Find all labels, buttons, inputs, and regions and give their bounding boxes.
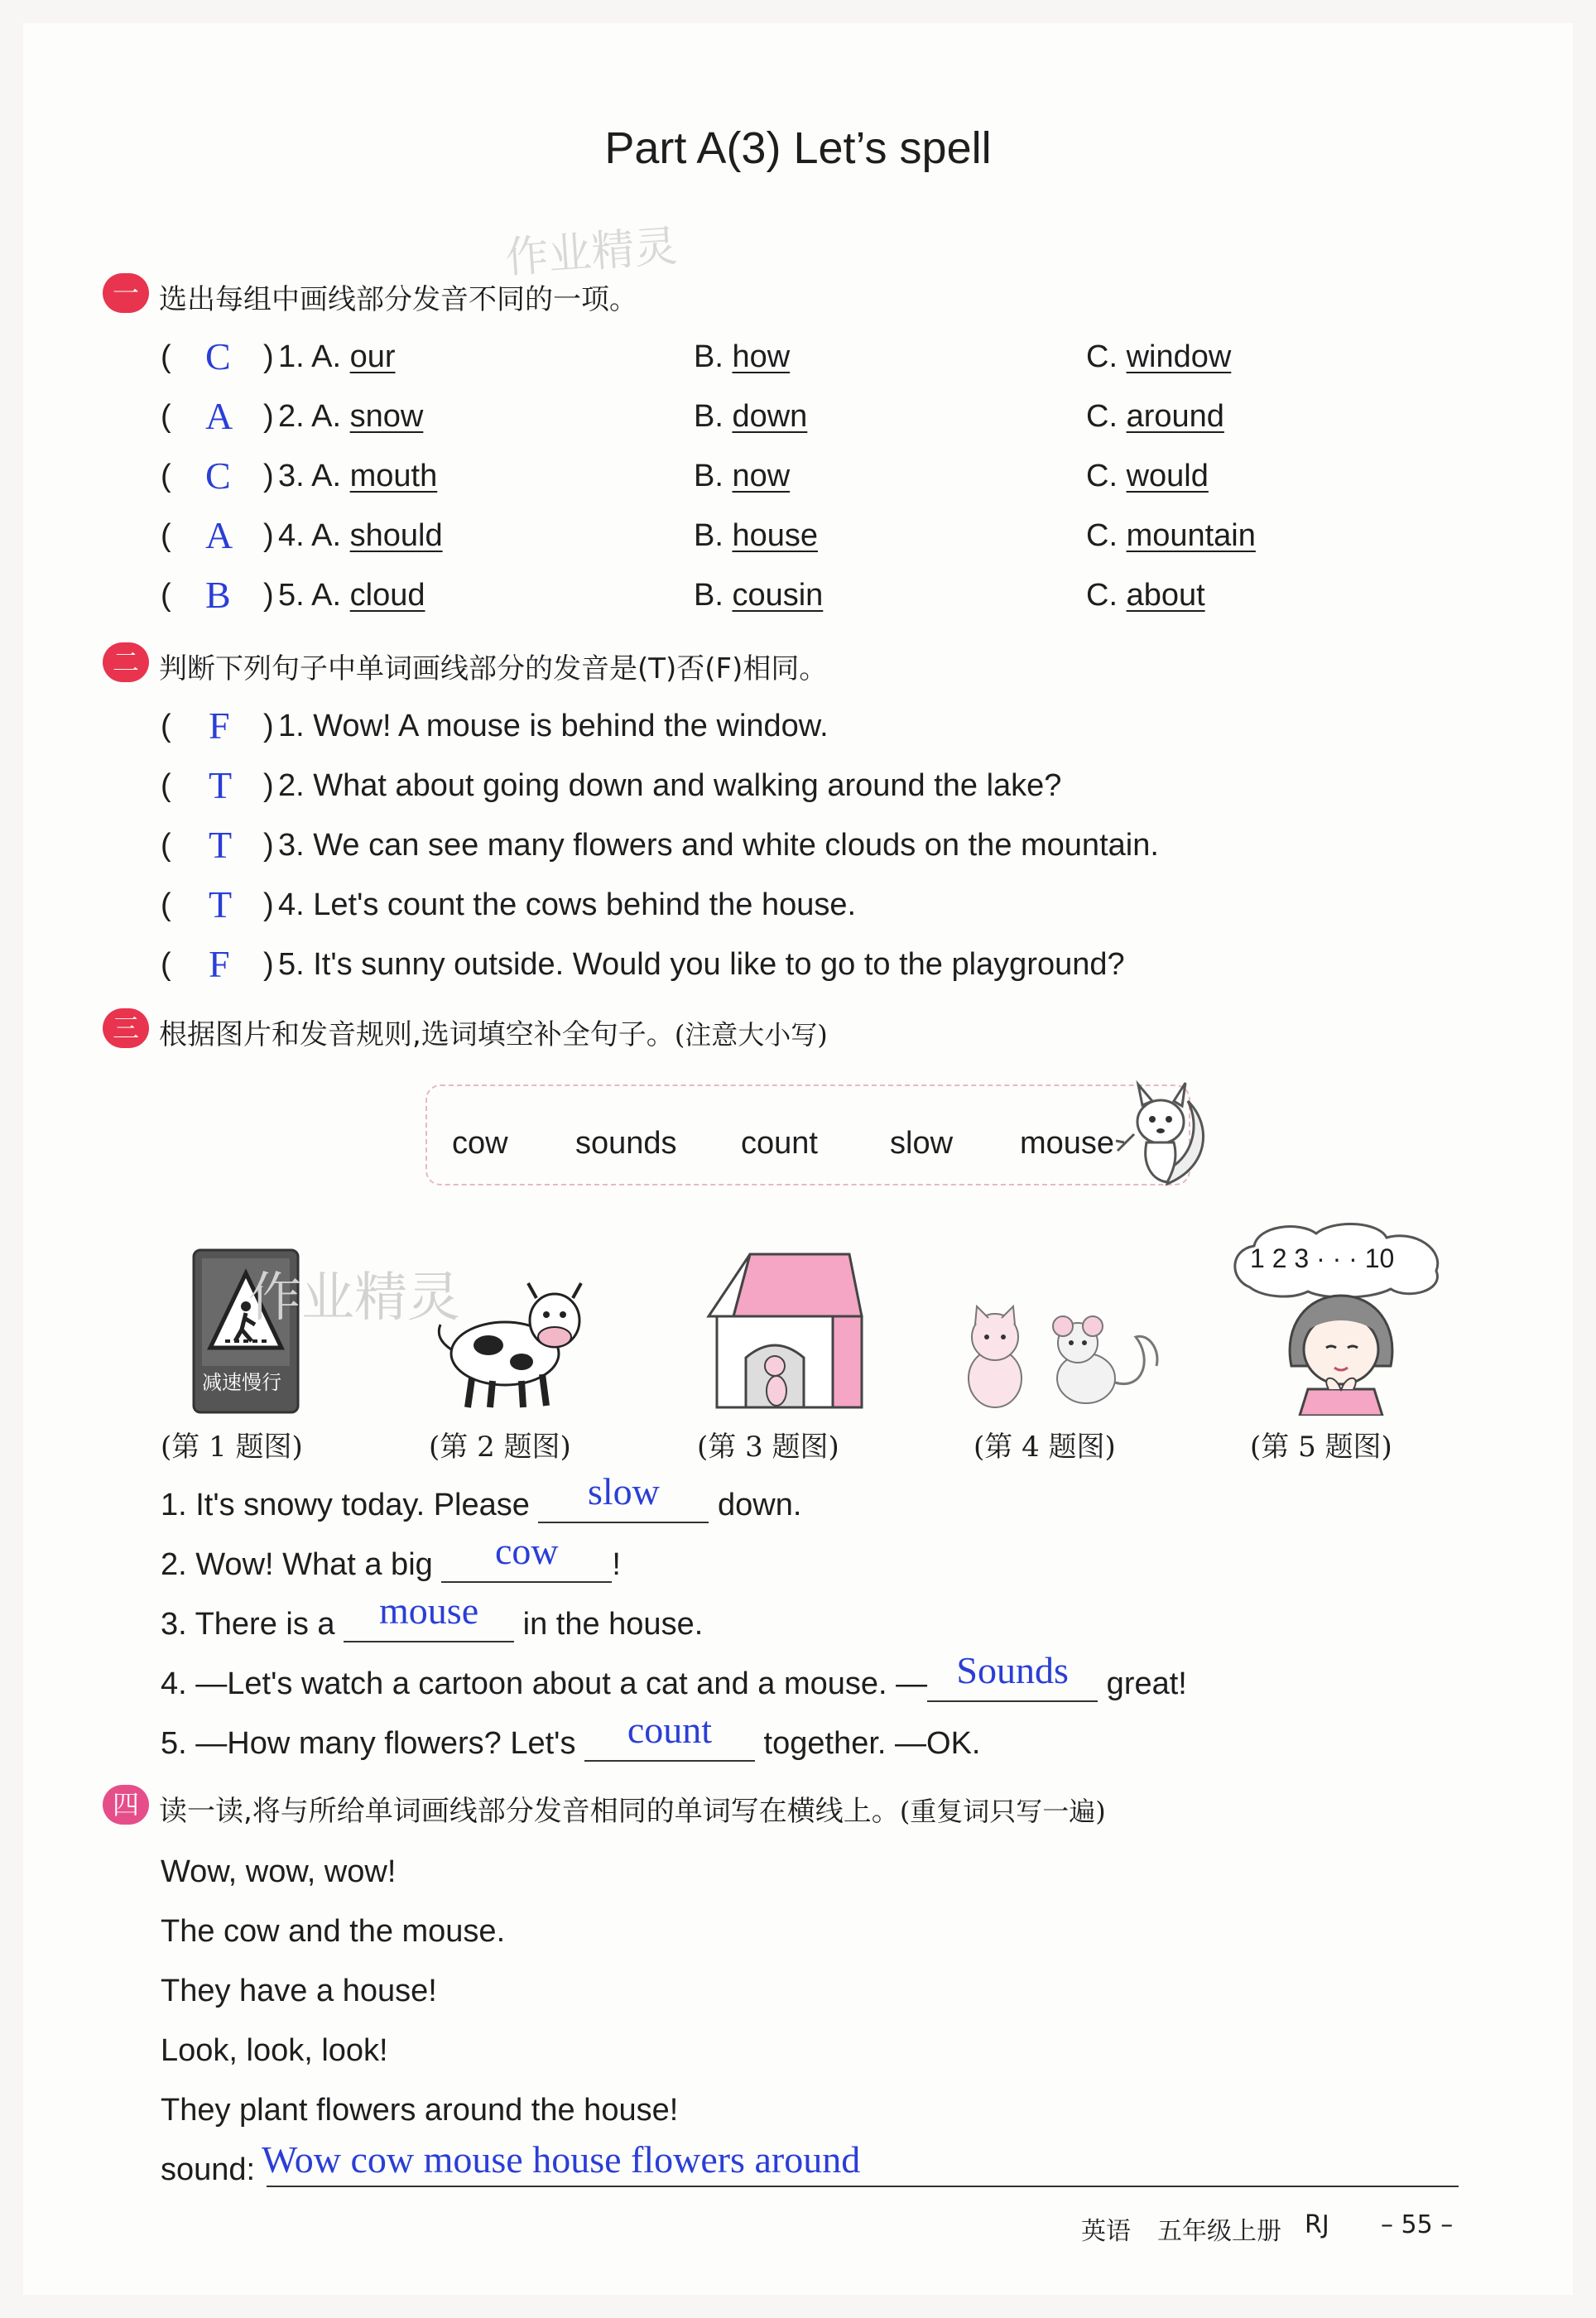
blank-answer: mouse xyxy=(379,1589,479,1632)
option-c-word: window xyxy=(1126,339,1232,374)
word-bank-count: count xyxy=(741,1126,818,1161)
section1-option-b: B. now xyxy=(694,459,791,493)
section2-sentence: 2. What about going down and walking around the lake? xyxy=(278,768,1062,803)
watermark: 作业精灵 xyxy=(503,221,680,284)
option-c-word: mountain xyxy=(1126,518,1256,553)
answer-blank[interactable] xyxy=(344,1589,514,1642)
section1-option-b: B. cousin xyxy=(694,578,824,613)
sound-answer-line[interactable] xyxy=(267,2186,1459,2187)
paren-close: ) xyxy=(263,947,274,982)
blank-answer: Sounds xyxy=(956,1649,1069,1691)
sentence-end: down. xyxy=(709,1488,802,1522)
caption-2: (第 2 题图) xyxy=(429,1431,571,1464)
section1-answer[interactable]: C xyxy=(205,335,231,378)
option-b-word: down xyxy=(732,399,808,434)
paren-close: ) xyxy=(263,459,274,493)
paren-open: ( xyxy=(161,459,171,493)
section2-sentence: 4. Let's count the cows behind the house. xyxy=(278,887,857,922)
answer-blank[interactable] xyxy=(927,1649,1098,1702)
section1-option-c: C. window xyxy=(1086,339,1232,374)
paren-open: ( xyxy=(161,828,171,863)
blank-answer: cow xyxy=(495,1530,559,1572)
word-bank-slow: slow xyxy=(890,1126,954,1161)
poem-line-1: Wow, wow, wow! xyxy=(161,1854,397,1889)
sound-answer: Wow cow mouse house flowers around xyxy=(262,2138,861,2181)
section3-instruction-text: 根据图片和发音规则,选词填空补全句子。 xyxy=(159,1018,675,1051)
sentence-end: together. —OK. xyxy=(755,1726,981,1761)
slow-sign-text: 减速慢行 xyxy=(202,1371,281,1394)
section2-answer[interactable]: T xyxy=(209,883,233,926)
section3-sentence xyxy=(161,1530,621,1583)
section4-instruction xyxy=(159,1788,1106,1829)
section2-answer[interactable]: F xyxy=(209,705,230,747)
answer-blank[interactable] xyxy=(441,1530,612,1583)
sentence-start: 4. —Let's watch a cartoon about a cat and a mouse. — xyxy=(161,1666,928,1701)
section1-option-c: C. about xyxy=(1086,578,1205,613)
paren-open: ( xyxy=(161,887,171,922)
section1-option-a: 1. A. our xyxy=(278,339,396,374)
section3-instruction xyxy=(159,1012,828,1052)
paren-open: ( xyxy=(161,947,171,982)
section1-option-a: 4. A. should xyxy=(278,518,443,553)
poem-line-5: They plant flowers around the house! xyxy=(161,2093,679,2128)
section1-option-b: B. how xyxy=(694,339,791,374)
word-bank-sounds: sounds xyxy=(575,1126,677,1161)
option-b-word: now xyxy=(732,459,791,493)
section1-option-a: 2. A. snow xyxy=(278,399,424,434)
question-number: 3. xyxy=(278,459,312,493)
section2-answer[interactable]: T xyxy=(209,764,233,806)
paren-close: ) xyxy=(263,887,274,922)
section2-answer[interactable]: T xyxy=(209,824,233,866)
caption-5: (第 5 题图) xyxy=(1250,1431,1392,1464)
section2-sentence: 3. We can see many flowers and white clouds on the mountain. xyxy=(278,828,1159,863)
word-bank-mouse: mouse xyxy=(1020,1126,1115,1161)
answer-blank[interactable] xyxy=(584,1709,755,1762)
section3-note: (注意大小写) xyxy=(674,1019,828,1051)
word-bank-cow: cow xyxy=(452,1126,508,1161)
paren-open: ( xyxy=(161,578,171,613)
option-c-word: around xyxy=(1126,399,1224,434)
sentence-start: 3. There is a xyxy=(161,1607,344,1642)
option-b-word: house xyxy=(732,518,819,553)
question-number: 2. xyxy=(278,399,312,434)
footer-subject: 英语 xyxy=(1081,2217,1131,2246)
section1-number: 一 xyxy=(103,273,149,313)
section3-sentence xyxy=(161,1709,981,1762)
option-a-word: cloud xyxy=(349,578,425,613)
paren-close: ) xyxy=(263,578,274,613)
section1-answer[interactable]: B xyxy=(205,574,231,616)
option-c-word: would xyxy=(1126,459,1209,493)
section4-number: 四 xyxy=(103,1785,149,1825)
section4-instruction-text: 读一读,将与所给单词画线部分发音相同的单词写在横线上。 xyxy=(159,1795,900,1828)
sentence-end: great! xyxy=(1098,1666,1187,1701)
question-number: 1. xyxy=(278,339,312,374)
paren-open: ( xyxy=(161,768,171,803)
option-b-word: cousin xyxy=(732,578,824,613)
watermark-2: 作业精灵 xyxy=(248,1267,460,1329)
option-a-word: should xyxy=(349,518,443,553)
blank-answer: count xyxy=(627,1709,713,1751)
paren-open: ( xyxy=(161,339,171,374)
poem-line-3: They have a house! xyxy=(161,1974,437,2008)
caption-1: (第 1 题图) xyxy=(161,1431,303,1464)
section4-note: (重复词只写一遍) xyxy=(899,1796,1106,1827)
option-b-word: how xyxy=(732,339,791,374)
poem-line-4: Look, look, look! xyxy=(161,2033,388,2068)
section1-option-a: 3. A. mouth xyxy=(278,459,438,493)
blank-answer: slow xyxy=(588,1470,660,1512)
section2-sentence: 1. Wow! A mouse is behind the window. xyxy=(278,709,829,743)
house-illustration xyxy=(700,1250,866,1416)
paren-open: ( xyxy=(161,518,171,553)
section3-sentence xyxy=(161,1470,802,1523)
section2-number: 二 xyxy=(103,642,149,682)
option-a-word: mouth xyxy=(349,459,438,493)
answer-blank[interactable] xyxy=(538,1470,709,1523)
option-a-word: our xyxy=(349,339,396,374)
caption-4: (第 4 题图) xyxy=(973,1431,1116,1464)
poem-line-2: The cow and the mouse. xyxy=(161,1914,506,1949)
section1-option-b: B. down xyxy=(694,399,808,434)
sound-label: sound: xyxy=(161,2152,256,2187)
section2-instruction: 判断下列句子中单词画线部分的发音是(T)否(F)相同。 xyxy=(159,652,828,685)
paren-close: ) xyxy=(263,518,274,553)
section1-answer[interactable]: C xyxy=(205,454,231,497)
section3-sentence xyxy=(161,1649,1187,1702)
paren-close: ) xyxy=(263,709,274,743)
option-c-word: about xyxy=(1126,578,1205,613)
section1-answer[interactable]: A xyxy=(205,514,233,556)
sentence-start: 5. —How many flowers? Let's xyxy=(161,1726,584,1761)
section1-option-a: 5. A. cloud xyxy=(278,578,425,613)
squirrel-illustration xyxy=(1109,1076,1217,1192)
section1-answer[interactable]: A xyxy=(205,395,233,437)
paren-open: ( xyxy=(161,709,171,743)
paren-close: ) xyxy=(263,828,274,863)
footer-grade: 五年级上册 xyxy=(1157,2217,1281,2246)
caption-3: (第 3 题图) xyxy=(697,1431,839,1464)
paren-open: ( xyxy=(161,399,171,434)
question-number: 5. xyxy=(278,578,312,613)
paren-close: ) xyxy=(263,768,274,803)
sentence-start: 1. It's snowy today. Please xyxy=(161,1488,539,1522)
section1-option-b: B. house xyxy=(694,518,819,553)
counting-numbers: 1 2 3 · · · 10 xyxy=(1250,1243,1395,1273)
section3-sentence xyxy=(161,1589,704,1642)
section1-option-c: C. around xyxy=(1086,399,1224,434)
section2-answer[interactable]: F xyxy=(209,943,230,985)
cow-illustration xyxy=(430,1275,596,1416)
section3-number: 三 xyxy=(103,1008,149,1048)
footer-edition: RJ xyxy=(1305,2210,1329,2239)
cat-mouse-illustration xyxy=(954,1300,1169,1416)
girl-illustration xyxy=(1275,1291,1407,1416)
sentence-start: 2. Wow! What a big xyxy=(161,1547,442,1582)
question-number: 4. xyxy=(278,518,312,553)
footer-page: – 55 – xyxy=(1381,2210,1454,2239)
section1-option-c: C. mountain xyxy=(1086,518,1256,553)
paren-close: ) xyxy=(263,399,274,434)
section2-sentence: 5. It's sunny outside. Would you like to go to the playground? xyxy=(278,947,1125,982)
paren-close: ) xyxy=(263,339,274,374)
sentence-end: ! xyxy=(612,1547,621,1582)
section1-instruction: 选出每组中画线部分发音不同的一项。 xyxy=(159,283,637,316)
option-a-word: snow xyxy=(349,399,424,434)
page-title: Part A(3) Let’s spell xyxy=(604,123,992,173)
section1-option-c: C. would xyxy=(1086,459,1209,493)
sentence-end: in the house. xyxy=(514,1607,704,1642)
